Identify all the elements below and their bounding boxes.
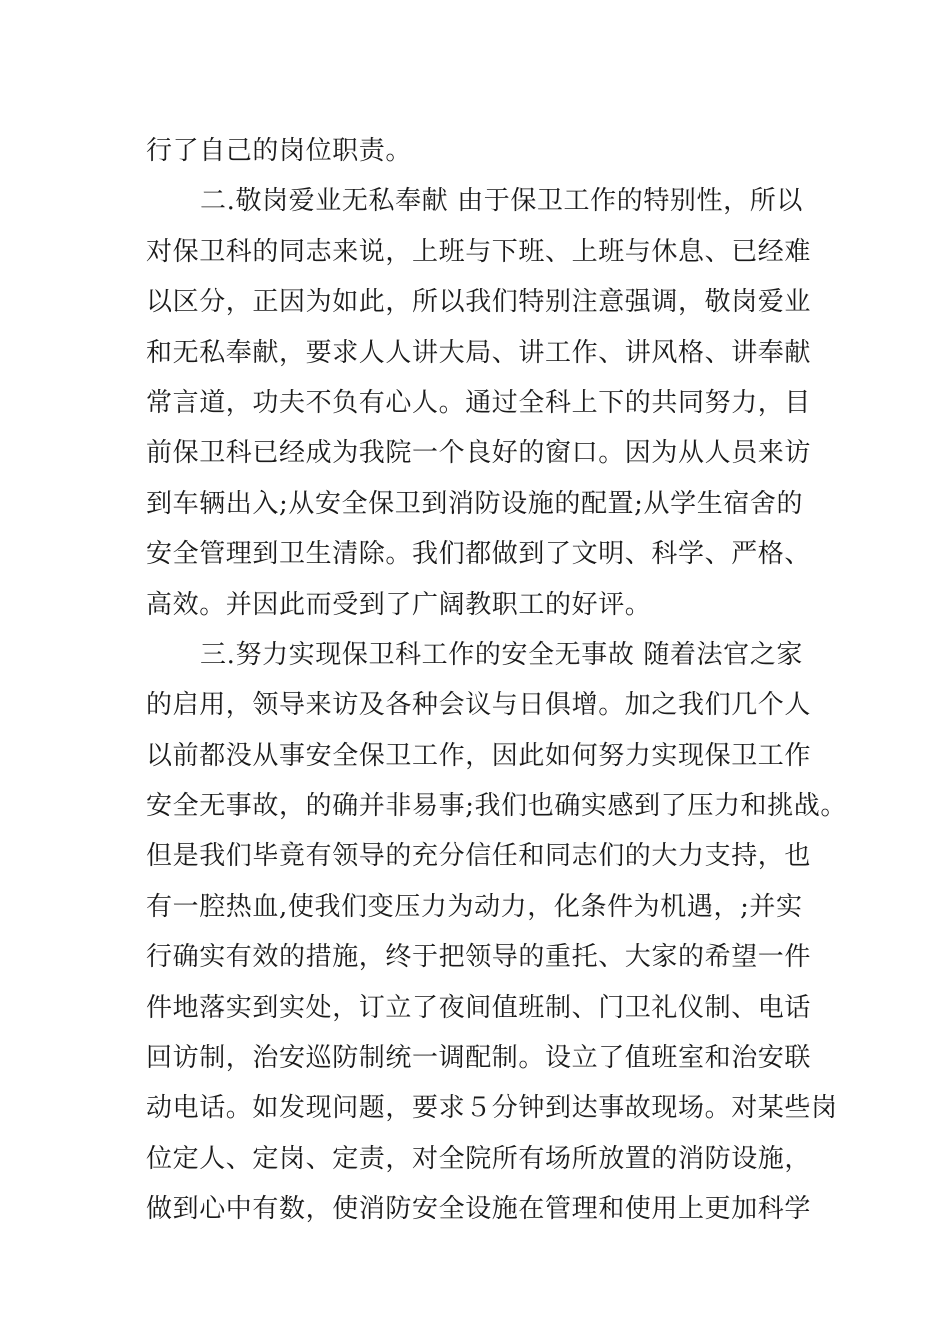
text-line: 安全无事故，的确并非易事;我们也确实感到了压力和挑战。	[146, 791, 847, 822]
paragraph-heading-line: 三.努力实现保卫科工作的安全无事故 随着法官之家	[200, 639, 803, 670]
text-line: 高效。并因此而受到了广阔教职工的好评。	[146, 589, 652, 620]
text-line: 动电话。如发现问题，要求５分钟到达事故现场。对某些岗	[146, 1093, 838, 1124]
text-line: 以区分，正因为如此，所以我们特别注意强调，敬岗爱业	[146, 287, 812, 318]
text-line: 位定人、定岗、定责，对全院所有场所放置的消防设施，	[146, 1143, 812, 1174]
text-line: 有一腔热血,使我们变压力为动力，化条件为机遇，;并实	[146, 891, 803, 922]
text-line: 常言道，功夫不负有心人。通过全科上下的共同努力，目	[146, 387, 812, 418]
text-line: 但是我们毕竟有领导的充分信任和同志们的大力支持，也	[146, 841, 812, 872]
text-line: 和无私奉献，要求人人讲大局、讲工作、讲风格、讲奉献	[146, 337, 812, 368]
text-line: 到车辆出入;从安全保卫到消防设施的配置;从学生宿舍的	[146, 488, 804, 519]
text-line: 做到心中有数，使消防安全设施在管理和使用上更加科学	[146, 1194, 812, 1225]
paragraph-heading-line: 二.敬岗爱业无私奉献 由于保卫工作的特别性，所以	[200, 186, 803, 217]
text-line: 的启用，领导来访及各种会议与日俱增。加之我们几个人	[146, 690, 812, 721]
body-text	[146, 126, 847, 1235]
text-line: 以前都没从事安全保卫工作，因此如何努力实现保卫工作	[146, 740, 812, 771]
text-line: 前保卫科已经成为我院一个良好的窗口。因为从人员来访	[146, 438, 812, 469]
text-line: 回访制，治安巡防制统一调配制。设立了值班室和治安联	[146, 1043, 812, 1074]
text-line: 行确实有效的措施，终于把领导的重托、大家的希望一件	[146, 942, 812, 973]
text-line: 件地落实到实处，订立了夜间值班制、门卫礼仪制、电话	[146, 992, 812, 1023]
text-line: 对保卫科的同志来说，上班与下班、上班与休息、已经难	[146, 236, 812, 267]
text-line: 安全管理到卫生清除。我们都做到了文明、科学、严格、	[146, 539, 812, 570]
text-line: 行了自己的岗位职责。	[146, 136, 413, 166]
